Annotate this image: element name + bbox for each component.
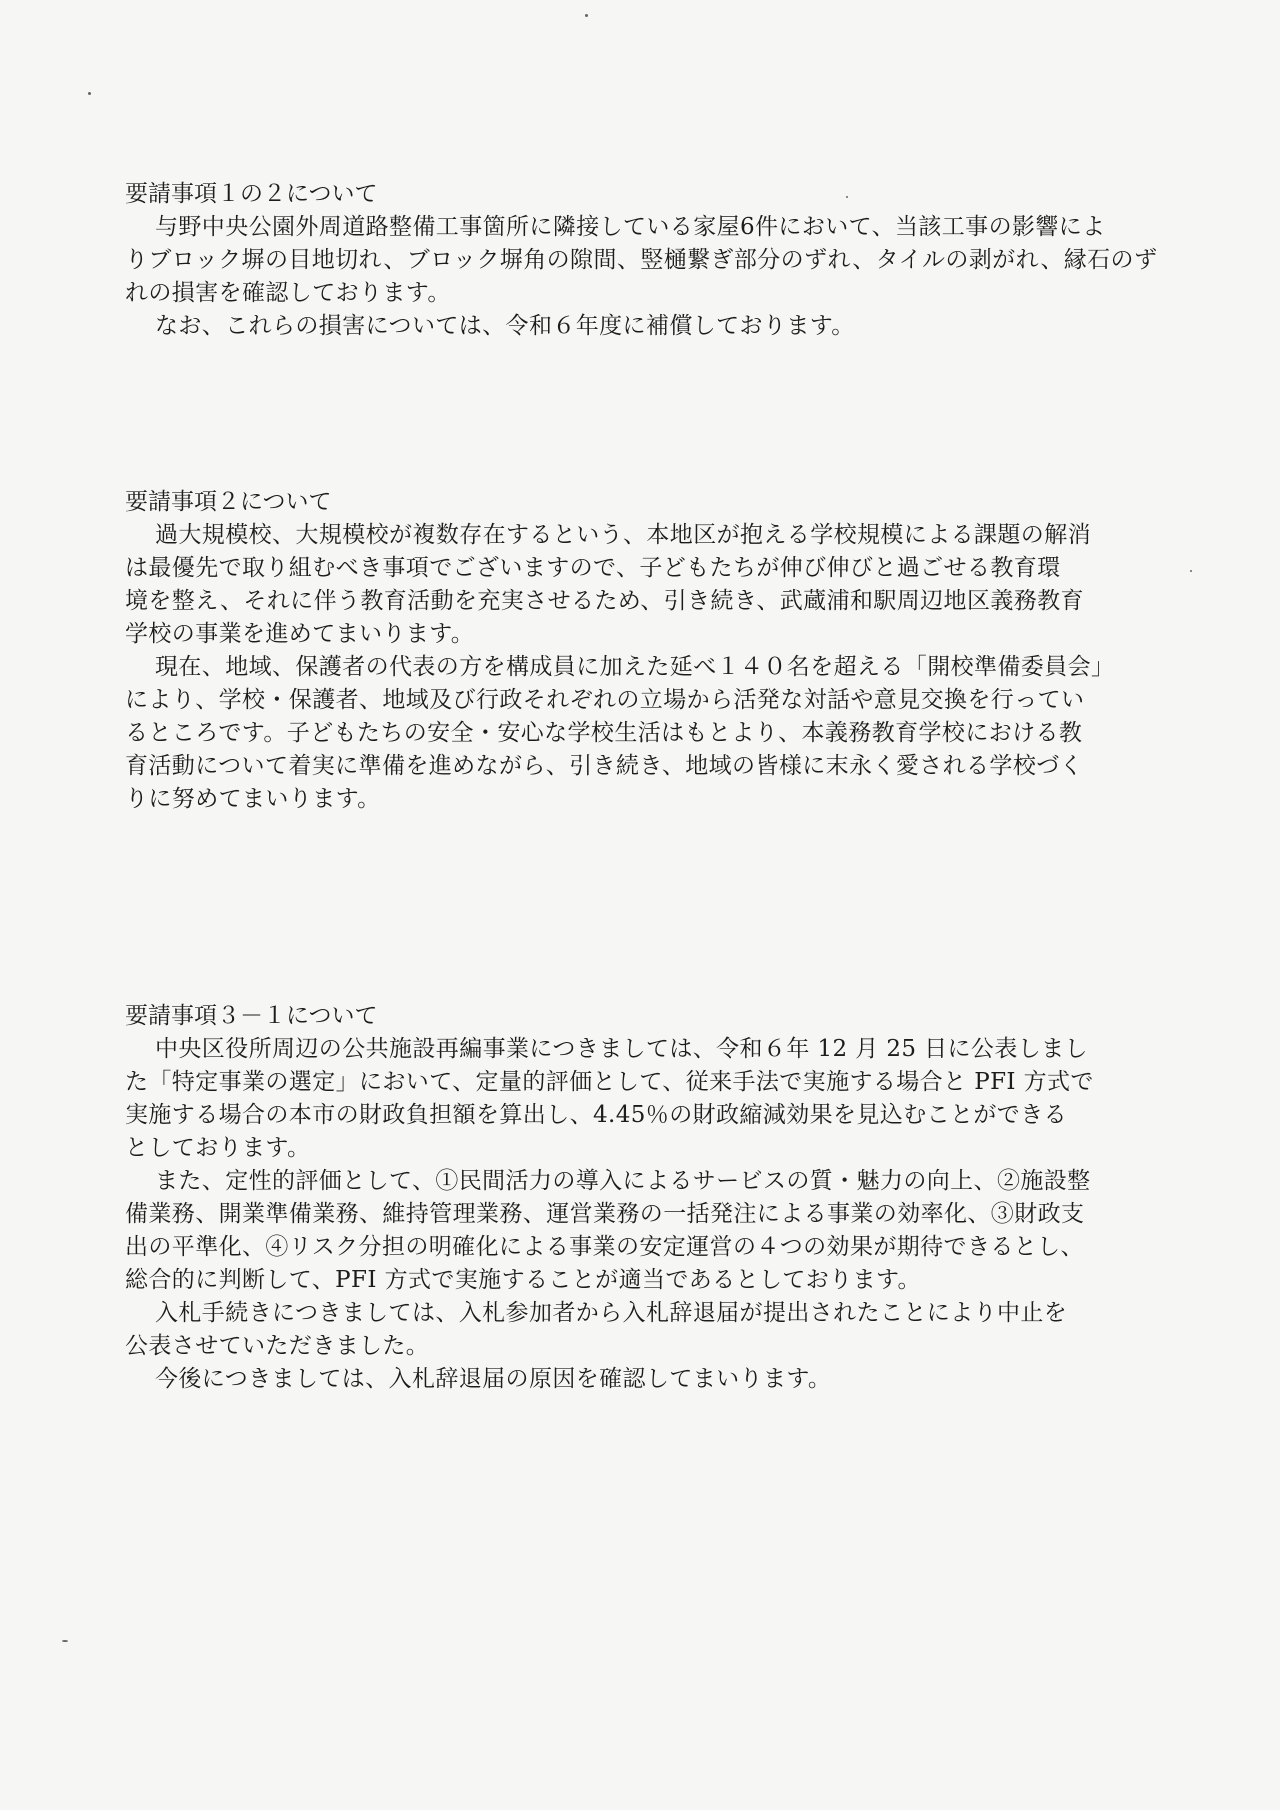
text-line: 公表させていただきました。 xyxy=(125,1333,430,1359)
section-request-2 xyxy=(125,486,1155,816)
scan-speck xyxy=(88,92,91,95)
text-line: 出の平準化、④リスク分担の明確化による事業の安定運営の４つの効果が期待できるとし、 xyxy=(125,1234,1084,1260)
text-line: 総合的に判断して、PFI 方式で実施することが適当であるとしております。 xyxy=(125,1267,921,1293)
text-line: 今後につきましては、入札辞退届の原因を確認してまいります。 xyxy=(155,1366,832,1392)
text-line: れの損害を確認しております。 xyxy=(125,280,451,306)
section-request-1-2 xyxy=(125,178,1158,343)
section-heading: 要請事項１の２について xyxy=(125,181,378,207)
text-line: なお、これらの損害については、令和６年度に補償しております。 xyxy=(155,313,855,339)
text-line: 備業務、開業準備業務、維持管理業務、運営業務の一括発注による事業の効率化、③財政支 xyxy=(125,1201,1085,1227)
section-paragraph xyxy=(125,211,1158,343)
text-line: 学校の事業を進めてまいります。 xyxy=(125,621,475,647)
section-paragraph xyxy=(125,519,1155,816)
text-line: るところです。子どもたちの安全・安心な学校生活はもとより、本義務教育学校における教 xyxy=(125,720,1083,746)
section-heading: 要請事項２について xyxy=(125,489,332,515)
text-line: りに努めてまいります。 xyxy=(125,786,381,812)
text-line: により、学校・保護者、地域及び行政それぞれの立場から活発な対話や意見交換を行ってい xyxy=(125,687,1085,713)
text-line: 与野中央公園外周道路整備工事箇所に隣接している家屋6件において、当該工事の影響によ xyxy=(155,214,1106,240)
text-line: 過大規模校、大規模校が複数存在するという、本地区が抱える学校規模による課題の解消 xyxy=(155,522,1091,548)
section-request-3-1 xyxy=(125,1000,1155,1396)
text-line: 実施する場合の本市の財政負担額を算出し、4.45％の財政縮減効果を見込むことができる xyxy=(125,1102,1068,1128)
section-paragraph xyxy=(125,1033,1155,1396)
document-body xyxy=(125,178,1158,1392)
text-line: また、定性的評価として、①民間活力の導入によるサービスの質・魅力の向上、②施設整 xyxy=(155,1168,1091,1194)
text-line: としております。 xyxy=(125,1135,311,1161)
scan-speck xyxy=(585,14,588,17)
text-line: た「特定事業の選定」において、定量的評価として、従来手法で実施する場合と PFI 方式で xyxy=(125,1069,1094,1095)
scan-speck xyxy=(62,1640,68,1642)
scan-speck xyxy=(1190,570,1192,572)
text-line: は最優先で取り組むべき事項でございますので、子どもたちが伸び伸びと過ごせる教育環 xyxy=(125,555,1061,581)
text-line: りブロック塀の目地切れ、ブロック塀角の隙間、竪樋繋ぎ部分のずれ、タイルの剥がれ、縁石のず xyxy=(125,247,1158,273)
text-line: 現在、地域、保護者の代表の方を構成員に加えた延べ１４０名を超える「開校準備委員会」 xyxy=(155,654,1115,680)
text-line: 境を整え、それに伴う教育活動を充実させるため、引き続き、武蔵浦和駅周辺地区義務教育 xyxy=(125,588,1084,614)
section-heading: 要請事項３－１について xyxy=(125,1003,378,1029)
text-line: 育活動について着実に準備を進めながら、引き続き、地域の皆様に末永く愛される学校づく xyxy=(125,753,1084,779)
text-line: 中央区役所周辺の公共施設再編事業につきましては、令和６年 12 月 25 日に公表しまし xyxy=(155,1036,1088,1062)
text-line: 入札手続きにつきましては、入札参加者から入札辞退届が提出されたことにより中止を xyxy=(155,1300,1068,1326)
